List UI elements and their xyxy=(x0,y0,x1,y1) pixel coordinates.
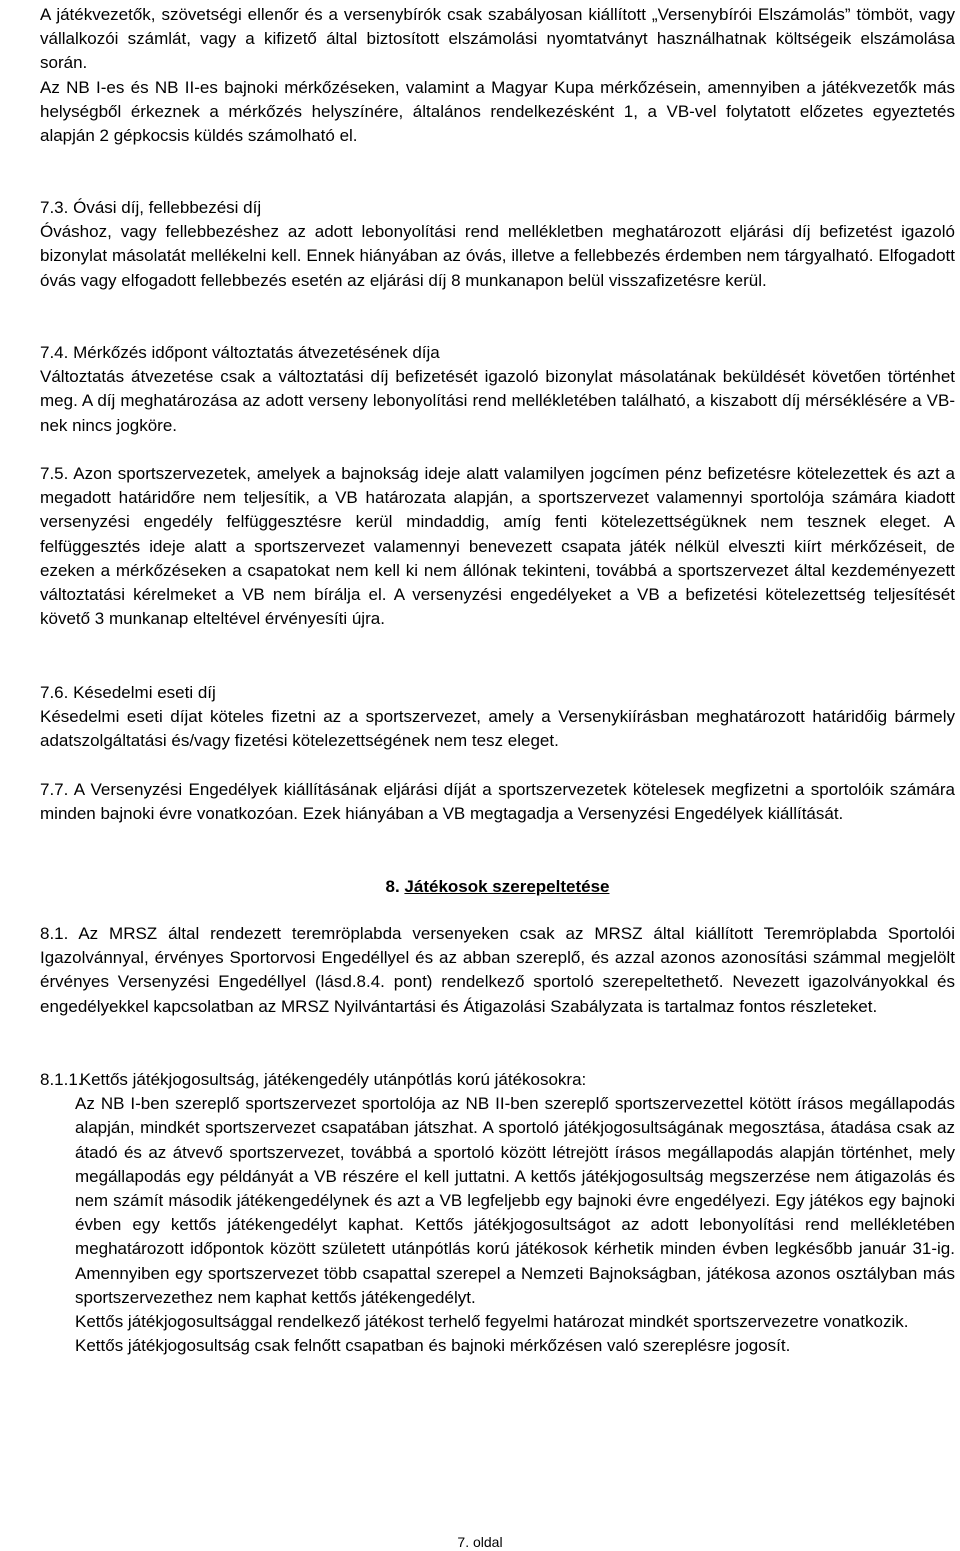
chapter-8-heading xyxy=(40,875,955,899)
chapter-number: 8. xyxy=(385,877,400,896)
page-number: 7. oldal xyxy=(457,1534,503,1550)
section-text: A Versenyzési Engedélyek kiállításának eljárási díját a sportszervezetek kötelesek megfizetni a sportolóik számára minden bajnoki évre vonatkozóan. Ezek hiányában a VB megtagadja a Versenyzési Engedélyek kiállítását. xyxy=(40,780,956,824)
intro-paragraph-2: Az NB I-es és NB II-es bajnoki mérkőzéseken, valamint a Magyar Kupa mérkőzésein, amennyiben a játékvezetők más helységből érkeznek a mérkőzés helyszínére, általános rendelkezésként 1, a VB-vel folytatott előzetes egyeztetés alapján 2 gépkocsis küldés számolható el. xyxy=(40,77,955,146)
section-7-7 xyxy=(40,778,955,826)
section-number: 7.5. xyxy=(40,464,69,483)
section-number: 7.6. xyxy=(40,683,69,702)
section-text: Azon sportszervezetek, amelyek a bajnokság ideje alatt valamilyen jogcímen pénz befizetésre kötelezettek és azt a megadott határidőre nem teljesítik, a VB határozata alapján, a sportszervezet valamennyi sportolója számára kiadott versenyzési engedély felfüggesztésre kerül mindaddig, amíg fenti kötelezettségüknek nem tesznek eleget. A felfüggesztés ideje alatt a sportszervezet valamennyi benevezett csapata játék nélkül elveszti kiírt mérkőzéseit, de ezeken a mérkőzéseken a csapatokat nem kell ki nem állónak tekinteni, továbbá a sportszervezet által kezdeményezett változtatási kérelmeket a VB nem bírálja el. A versenyzési engedélyeket a VB a befizetési kötelezettség teljesítését követő 3 munkanap elteltével érvényesíti újra. xyxy=(40,464,955,629)
section-8-1-1-paragraph-2: Kettős játékjogosultsággal rendelkező játékost terhelő fegyelmi határozat mindkét sportszervezetre vonatkozik. xyxy=(75,1312,909,1332)
intro-block xyxy=(40,3,955,148)
intro-paragraph-1: A játékvezetők, szövetségi ellenőr és a versenybírók csak szabályosan kiállított „Versenybírói Elszámolás” tömböt, vagy vállalkozói számlát, vagy a kifizető által biztosított elszámolási nyomtatványt használhatnak költségeik elszámolása során. xyxy=(40,5,955,73)
section-7-6-heading xyxy=(40,681,955,705)
section-8-1-1-heading xyxy=(40,1068,955,1092)
section-7-7-body xyxy=(40,778,955,826)
chapter-title: Játékosok szerepeltetése xyxy=(404,877,610,896)
section-7-3 xyxy=(40,196,955,293)
section-number: 8.1.1. xyxy=(40,1070,83,1089)
section-title: Óvási díj, fellebbezési díj xyxy=(73,198,262,217)
section-8-1-1-paragraph-1: Az NB I-ben szereplő sportszervezet sportolója az NB II-ben szereplő sportszervezettel kötött írásos megállapodás alapján, mindkét sportszervezet csapatában játszhat. A sportoló játékjogosultságának megosztása, átadása csak az átadó és az átvevő sportszervezet, továbbá a sportoló között létrejött írásos megállapodás alapján történhet, mely megállapodás egy példányát a VB részére el kell juttatni. A kettős játékjogosultság megszerzése nem átigazolás és nem számít második játékengedélynek és azt a VB legfeljebb egy bajnoki évre engedélyezi. Egy játékos egy bajnoki évben egy kettős játékengedélyt kaphat. Kettős játékjogosultságot az adott lebonyolítási rend mellékletében meghatározott időpontok között született utánpótlás korú játékosok kérhetik minden évben legkésőbb január 31-ig. Amennyiben egy sportszervezet több csapattal szerepel a Nemzeti Bajnokságban, játékosa azonos osztályban más sportszervezethez nem kaphat kettős játékengedélyt. xyxy=(75,1094,955,1307)
section-7-5 xyxy=(40,462,955,631)
section-title: Mérkőzés időpont változtatás átvezetésének díja xyxy=(73,343,440,362)
section-text: Az MRSZ által rendezett teremröplabda versenyeken csak az MRSZ által kiállított Teremröplabda Sportolói Igazolvánnyal, érvényes Sportorvosi Engedéllyel és az abban szereplő, és azzal azonos azonosítási számmal megjelölt érvényes Versenyzési Engedéllyel (lásd.8.4. pont) rendelkező sportoló szerepeltethető. Nevezett igazolványokkal és engedélyekkel kapcsolatban az MRSZ Nyilvántartási és Átigazolási Szabályzata is tartalmaz fontos részleteket. xyxy=(40,924,955,1016)
section-7-6 xyxy=(40,681,955,754)
section-8-1-1-paragraph-3: Kettős játékjogosultság csak felnőtt csapatban és bajnoki mérkőzésen való szereplésre jogosít. xyxy=(75,1336,791,1356)
section-7-5-body xyxy=(40,462,955,631)
section-7-4-body: Változtatás átvezetése csak a változtatási díj befizetését igazoló bizonylat másolatának beküldését követően történhet meg. A díj meghatározása az adott verseny lebonyolítási rend mellékletében található, a kiszabott díj mérséklésére a VB-nek nincs jogköre. xyxy=(40,367,955,435)
section-8-1 xyxy=(40,922,955,1019)
section-7-3-heading xyxy=(40,196,955,220)
section-title: Késedelmi eseti díj xyxy=(73,683,216,702)
section-number: 7.7. xyxy=(40,780,69,799)
section-number: 8.1. xyxy=(40,924,69,943)
section-8-1-1 xyxy=(40,1068,955,1358)
section-7-4 xyxy=(40,341,955,438)
section-number: 7.4. xyxy=(40,343,69,362)
section-number: 7.3. xyxy=(40,198,69,217)
section-7-6-body: Késedelmi eseti díjat köteles fizetni az a sportszervezet, amely a Versenykiírásban meghatározott határidőig bármely adatszolgáltatási és/vagy fizetési kötelezettségének nem tesz eleget. xyxy=(40,707,955,751)
section-title: Kettős játékjogosultság, játékengedély utánpótlás korú játékosokra: xyxy=(79,1070,587,1089)
section-7-3-body: Óváshoz, vagy fellebbezéshez az adott lebonyolítási rend mellékletben meghatározott eljárási díj befizetést igazoló bizonylat másolatát mellékelni kell. Ennek hiányában az óvás, illetve a fellebbezés érdemben nem tárgyalható. Elfogadott óvás vagy elfogadott fellebbezés esetén az eljárási díj 8 munkanapon belül visszafizetésre kerül. xyxy=(40,222,955,290)
section-7-4-heading xyxy=(40,341,955,365)
section-8-1-body xyxy=(40,922,955,1019)
